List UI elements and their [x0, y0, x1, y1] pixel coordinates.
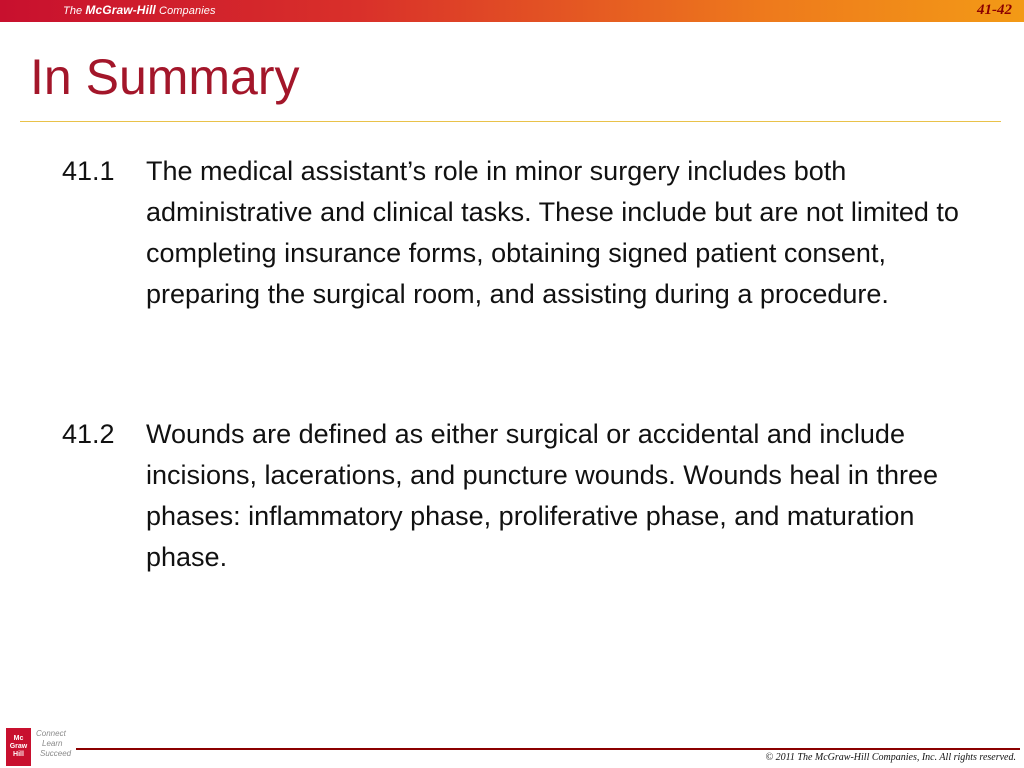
logo-line: Mc: [13, 735, 24, 742]
footer-divider: [76, 748, 1020, 750]
logo-line: Hill: [13, 751, 24, 758]
summary-item-text: Wounds are defined as either surgical or accidental and include incisions, lacerations, and puncture wounds. Wounds heal in three phases: inflammatory phase, proliferative phase, and maturation phase.: [146, 419, 938, 572]
logo-tagline: [36, 729, 71, 759]
header-banner: [0, 0, 1024, 22]
mcgraw-hill-logo: [6, 728, 31, 766]
slide-page-number: 41-42: [977, 2, 1012, 18]
title-divider: [20, 121, 1001, 122]
summary-item: [62, 151, 972, 315]
tagline-line: Succeed: [40, 749, 72, 758]
tagline-line: Learn: [42, 739, 63, 748]
publisher-name: McGraw-Hill: [85, 3, 156, 17]
summary-item-number: 41.2: [62, 419, 115, 449]
slide-title: In Summary: [30, 49, 300, 105]
summary-item: [62, 414, 972, 578]
tagline-line: Connect: [36, 729, 66, 738]
summary-item-number: 41.1: [62, 156, 115, 186]
publisher-suffix: Companies: [155, 5, 216, 17]
logo-line: Graw: [9, 743, 28, 750]
publisher-wordmark: [63, 3, 216, 17]
copyright-notice: © 2011 The McGraw-Hill Companies, Inc. All rights reserved.: [765, 752, 1016, 763]
summary-item-text: The medical assistant’s role in minor surgery includes both administrative and clinical tasks. These include but are not limited to completing insurance forms, obtaining signed patient consent, preparing the surgical room, and assisting during a procedure.: [146, 156, 959, 309]
publisher-prefix: The: [63, 5, 86, 17]
